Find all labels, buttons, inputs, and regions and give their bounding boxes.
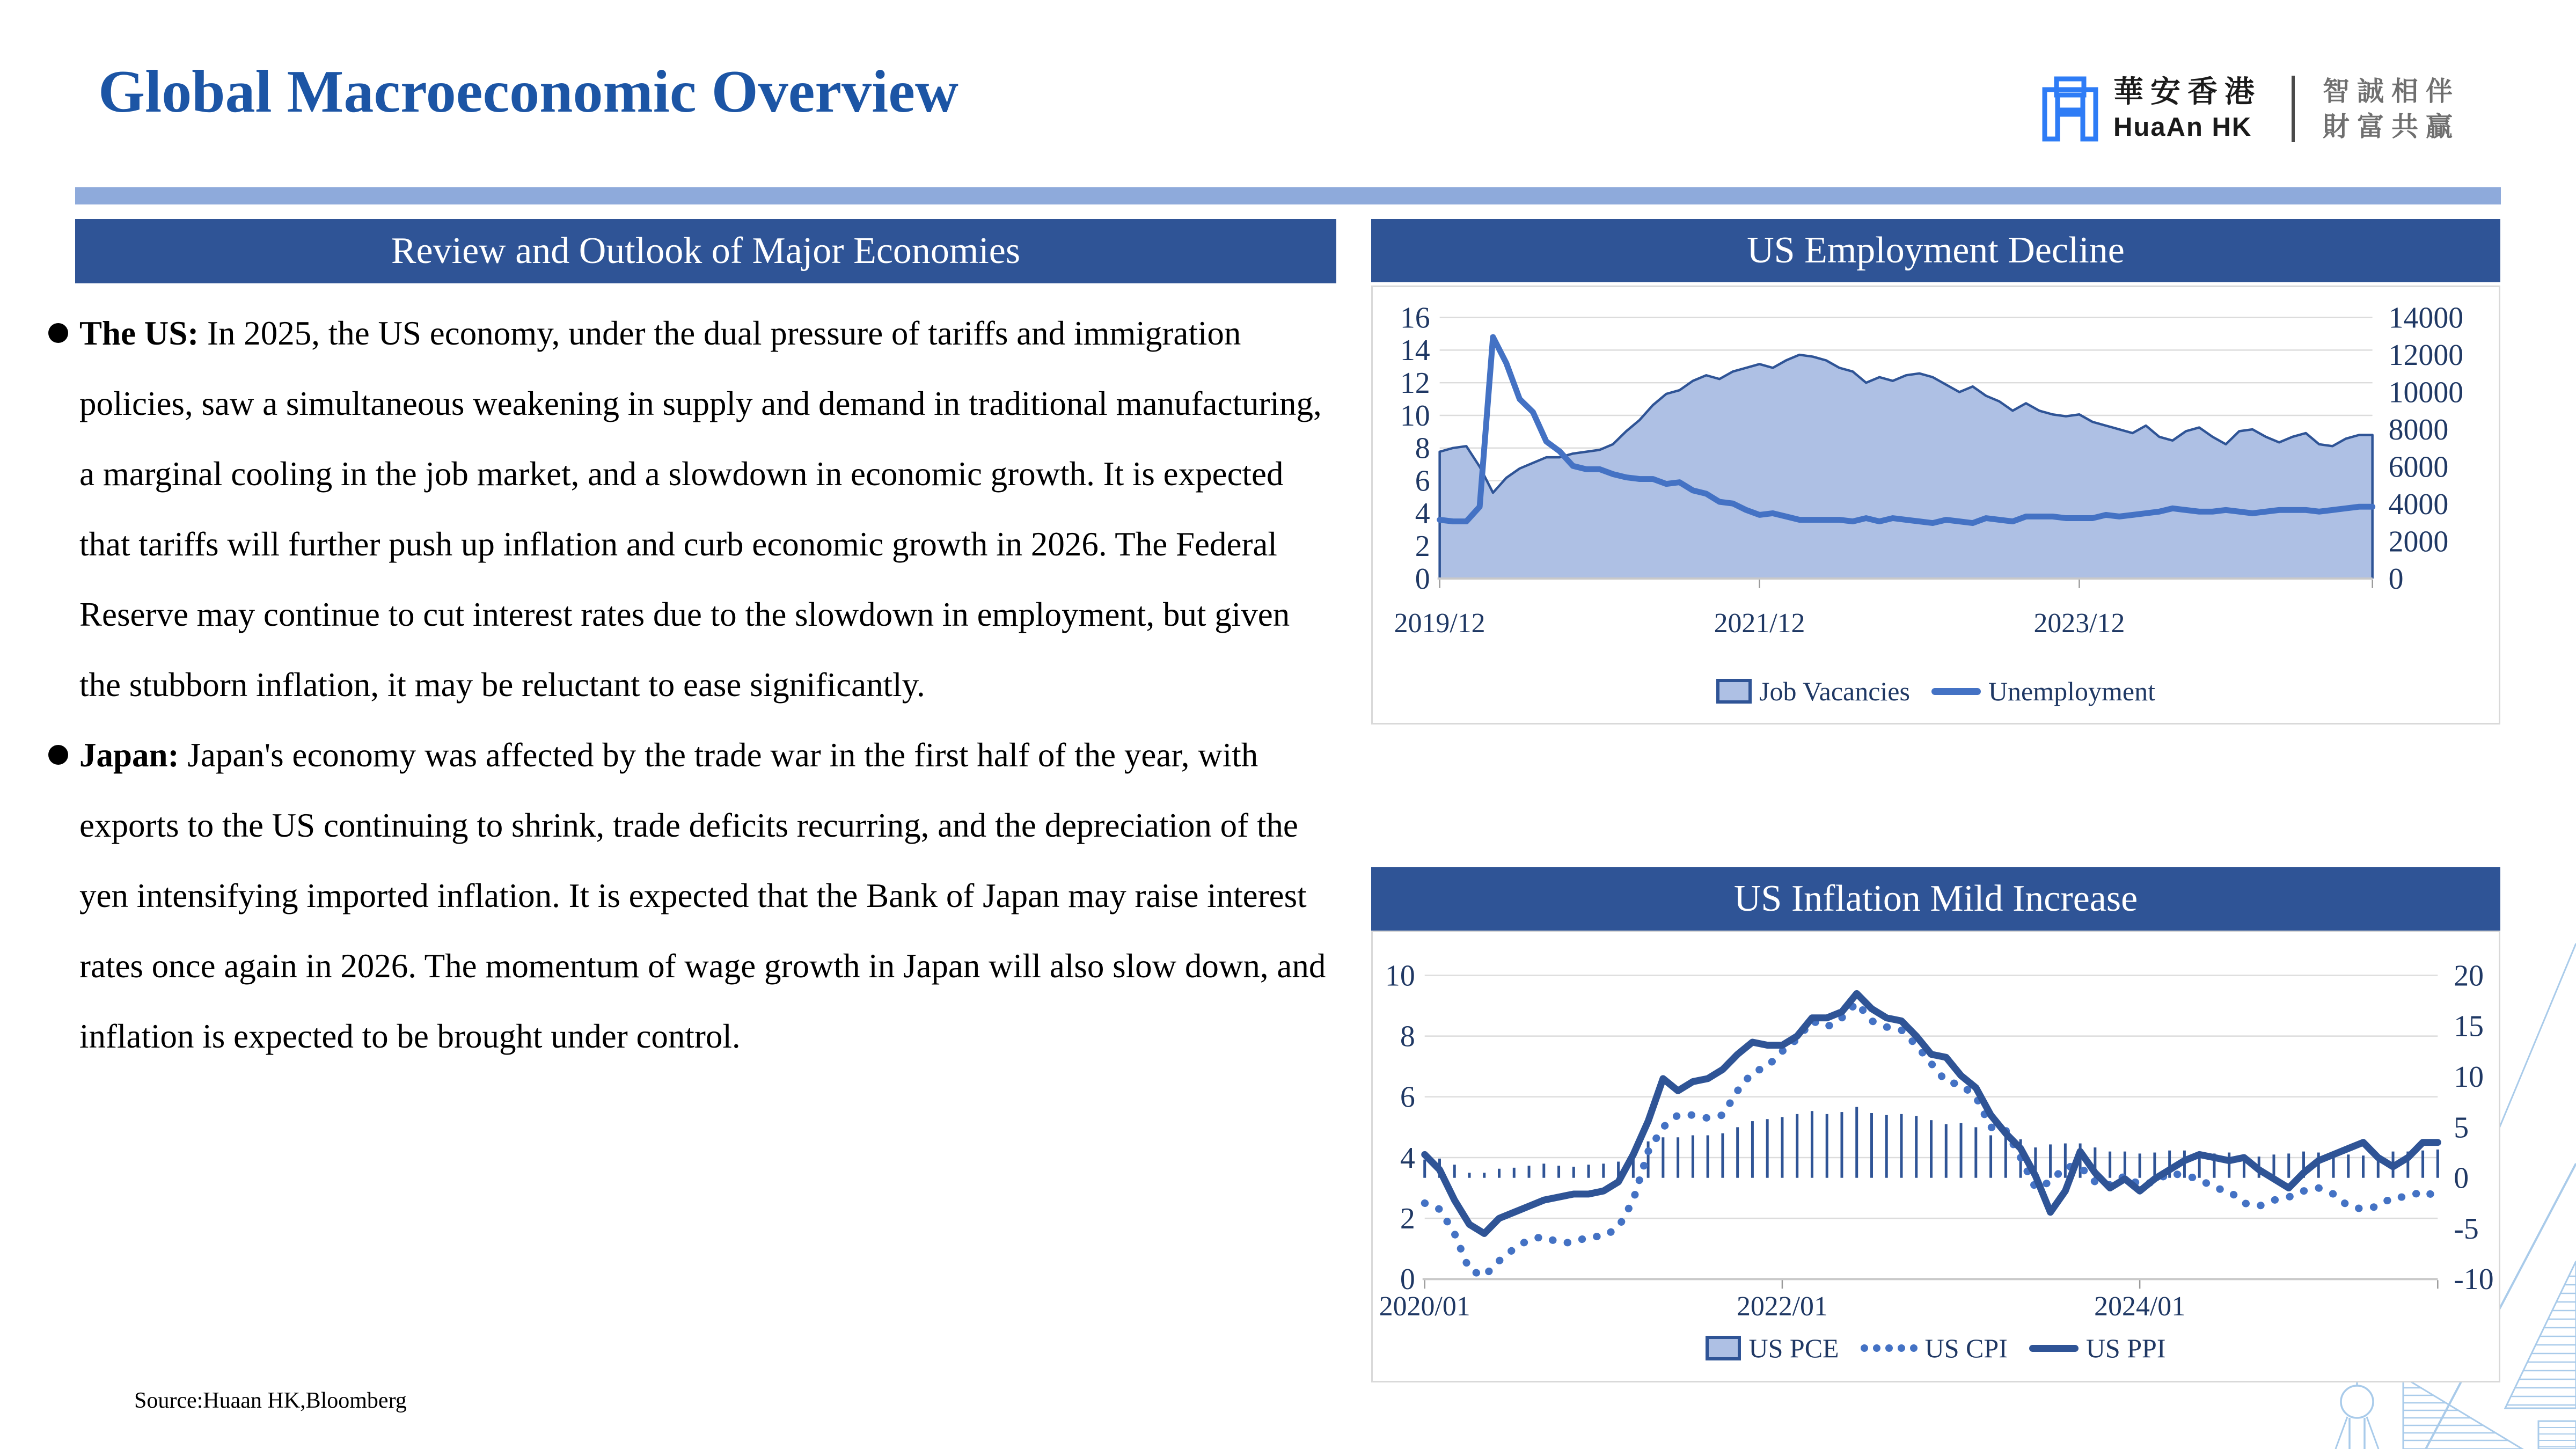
svg-text:0: 0 [2454,1161,2469,1195]
legend-line-swatch [1931,688,1981,695]
logo-en-name: HuaAn HK [2113,113,2252,142]
logo-tagline-line2: 財富共贏 [2323,112,2460,142]
legend-cpi-swatch [1861,1344,1918,1352]
svg-text:14: 14 [1400,334,1430,368]
legend-label-us-ppi: US PPI [2085,1333,2166,1363]
legend-ppi-swatch [2029,1345,2079,1352]
svg-text:10: 10 [1400,399,1430,433]
svg-text:2024/01: 2024/01 [2094,1291,2186,1322]
svg-text:10000: 10000 [2388,376,2464,409]
svg-text:16: 16 [1400,301,1430,335]
svg-text:-10: -10 [2454,1263,2494,1297]
bullet-lead-japan: Japan: [79,736,179,774]
svg-text:6000: 6000 [2388,450,2449,484]
chart1-panel [1371,286,2500,724]
svg-text:2019/12: 2019/12 [1394,608,1485,639]
bullet-lead-us: The US: [79,314,199,352]
chart2-legend [1373,1333,2499,1364]
svg-text:8: 8 [1400,1020,1415,1053]
legend-label-us-cpi: US CPI [1924,1333,2008,1363]
logo-tagline-line1: 智誠相伴 [2323,76,2460,106]
svg-text:0: 0 [1400,1263,1415,1297]
svg-text:8: 8 [1415,431,1430,465]
svg-text:2000: 2000 [2388,525,2449,559]
svg-text:15: 15 [2454,1009,2484,1043]
svg-text:12: 12 [1400,367,1430,400]
svg-text:4000: 4000 [2388,487,2449,521]
svg-text:6: 6 [1400,1080,1415,1114]
chart1-legend [1373,676,2499,707]
svg-text:0: 0 [1415,562,1430,596]
svg-text:2: 2 [1415,530,1430,564]
chart2-panel [1371,931,2500,1382]
legend-area-swatch [1716,679,1752,704]
svg-text:-5: -5 [2454,1212,2479,1246]
svg-text:12000: 12000 [2388,339,2464,372]
chart1-title: US Employment Decline [1371,219,2500,282]
svg-text:8000: 8000 [2388,413,2449,447]
svg-text:10: 10 [2454,1060,2484,1094]
svg-text:10: 10 [1385,959,1415,993]
page-title: Global Macroeconomic Overview [98,58,958,125]
left-panel-header: Review and Outlook of Major Economies [75,219,1336,283]
svg-text:4: 4 [1415,497,1430,531]
svg-text:5: 5 [2454,1111,2469,1145]
svg-text:6: 6 [1415,464,1430,498]
legend-label-us-pce: US PCE [1748,1333,1839,1363]
source-note: Source:Huaan HK,Bloomberg [134,1388,407,1413]
chart1-plot [1373,287,2499,723]
chart2-title: US Inflation Mild Increase [1371,867,2500,931]
svg-text:2021/12: 2021/12 [1714,608,1805,639]
bullet-text-japan: Japan's economy was affected by the trade war in the first half of the year, with exports to the US continuing to shrink, trade deficits recurring, and the depreciation of the yen intensifying imported inflation. It is expected that the Bank of Japan may raise interest rates once again in 2026. The momentum of wage growth in Japan will also slow down, and inflation is expected to be brought under control. [79,736,1326,1055]
legend-label-unemployment: Unemployment [1988,676,2155,706]
svg-text:0: 0 [2388,562,2404,596]
legend-pce-swatch [1706,1336,1741,1360]
svg-text:14000: 14000 [2388,301,2464,335]
svg-text:2022/01: 2022/01 [1736,1291,1828,1322]
bullet-text-us: In 2025, the US economy, under the dual pressure of tariffs and immigration policies, saw a simultaneous weakening in supply and demand in traditional manufacturing, a marginal cooling in the job market, and a slowdown in economic growth. It is expected that tariffs will further push up inflation and curb economic growth in 2026. The Federal Reserve may continue to cut interest rates due to the slowdown in employment, but given the stubborn inflation, it may be reluctant to ease significantly. [79,314,1322,704]
legend-label-job-vacancies: Job Vacancies [1759,676,1910,706]
svg-text:2: 2 [1400,1202,1415,1236]
svg-text:4: 4 [1400,1141,1415,1175]
chart2-plot [1373,932,2499,1381]
svg-text:20: 20 [2454,959,2484,993]
logo-cn-name: 華安香港 [2113,75,2262,108]
svg-text:2020/01: 2020/01 [1379,1291,1470,1322]
svg-text:2023/12: 2023/12 [2033,608,2125,639]
